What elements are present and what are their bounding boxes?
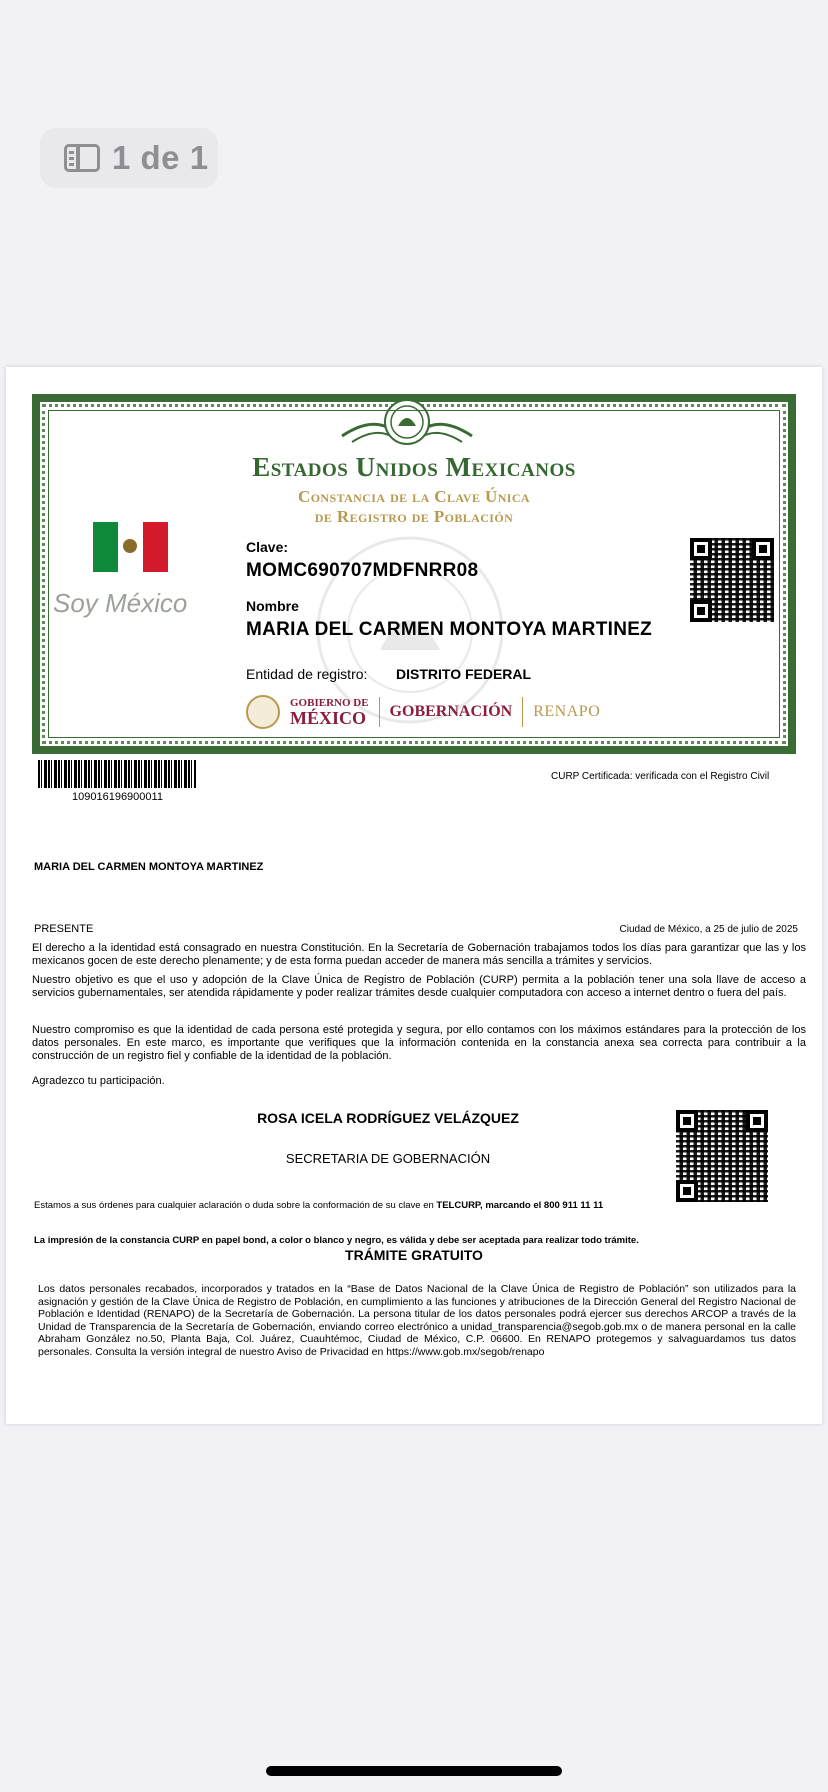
letter-addressee: MARIA DEL CARMEN MONTOYA MARTINEZ bbox=[34, 861, 264, 873]
privacy-notice: Los datos personales recabados, incorporados y tratados en la “Base de Datos Nacional de la Clave Única de Registro de Población” son utilizados para la asignación y gestión de la Clave Única de Registro de Población, en cumplimiento a las funciones y atribuciones de la Dirección General del Registro Nacional de Población e Identidad (RENAPO) de la Secretaría de Gobernación. La persona titular de los datos personales podrá ejercer sus derechos ARCOP a través de la Unidad de Transparencia de la Secretaría de Gobernación, enviando correo electrónico a unidad_transparencia@segob.gob.mx o de manera personal en la calle Abraham González no.50, Planta Baja, Col. Juárez, Cuauhtémoc, Ciudad de México, C.P. 06600. En RENAPO protegemos y salvaguardamos tus datos personales. Consulta la versión integral de nuestro Aviso de Privacidad en https://www.gob.mx/segob/renapo bbox=[38, 1283, 796, 1358]
telcurp-phone: TELCURP, marcando el 800 911 11 11 bbox=[436, 1200, 604, 1211]
curp-certificada-note: CURP Certificada: verificada con el Registro Civil bbox=[551, 771, 770, 782]
signature-qr-code bbox=[676, 1110, 768, 1202]
signer-role: SECRETARIA DE GOBERNACIÓN bbox=[285, 1151, 491, 1166]
entidad-label: Entidad de registro: bbox=[246, 666, 368, 682]
certificate-title: Estados Unidos Mexicanos bbox=[252, 452, 576, 482]
letter-paragraph: El derecho a la identidad está consagrado en nuestra Constitución. En la Secretaría de Gobernación trabajamos todos los días para garantizar que las y los mexicanos gocen de este derecho plenamente; y de esta forma puedan acceder de manera más sencilla a trámites y servicios. bbox=[32, 942, 806, 967]
gobernacion-logo: GOBERNACIÓN bbox=[389, 703, 513, 720]
print-validity-note: La impresión de la constancia CURP en papel bond, a color o blanco y negro, es válida y debe ser aceptada para realizar todo trámite. bbox=[34, 1235, 639, 1246]
nombre-label: Nombre bbox=[246, 598, 299, 614]
nombre-value: MARIA DEL CARMEN MONTOYA MARTINEZ bbox=[246, 619, 653, 640]
letter-paragraph: Nuestro compromiso es que la identidad de cada persona esté protegida y segura, por ello contamos con los máximos estándares para la protección de los datos personales. En este marco, es importante que verifiques que la información contenida en la constancia anexa sea correcta para contribuir a la construcción de un registro fiel y confiable de la identidad de la población. bbox=[32, 1024, 806, 1062]
signer-name: ROSA ICELA RODRÍGUEZ VELÁZQUEZ bbox=[257, 1110, 519, 1126]
letter-closing: Agradezco tu participación. bbox=[32, 1075, 165, 1087]
document-page bbox=[6, 367, 822, 1424]
certificate-subtitle-1: Constancia de la Clave Única bbox=[298, 487, 530, 506]
letter-date: Ciudad de México, a 25 de julio de 2025 bbox=[619, 924, 798, 935]
certificate-qr-code bbox=[690, 538, 774, 622]
letter-paragraph: Nuestro objetivo es que el uso y adopción de la Clave Única de Registro de Población (CURP) permita a la población tener una sola llave de acceso a servicios gubernamentales, ser atendida rápidamente y poder realizar trámites desde cualquier computadora con acceso a internet dentro o fuera del país. bbox=[32, 974, 806, 999]
logo-divider bbox=[522, 697, 523, 727]
tramite-gratuito-heading: TRÁMITE GRATUITO bbox=[345, 1247, 483, 1263]
clave-value: MOMC690707MDFNRR08 bbox=[246, 560, 479, 581]
national-emblem-icon bbox=[332, 396, 482, 450]
barcode-number: 109016196900011 bbox=[72, 791, 163, 803]
letter-presente: PRESENTE bbox=[34, 923, 94, 935]
barcode bbox=[38, 760, 196, 788]
sidebar-icon bbox=[64, 144, 100, 172]
logo-divider bbox=[379, 697, 380, 727]
renapo-logo: RENAPO bbox=[533, 703, 601, 720]
government-logos bbox=[246, 694, 600, 730]
soy-mexico-slogan: Soy México bbox=[53, 588, 188, 618]
mexico-flag-icon bbox=[93, 522, 168, 572]
contact-note: Estamos a sus órdenes para cualquier aclaración o duda sobre la conformación de su clave en TELCURP, marcando el 800 911 11 11 bbox=[34, 1200, 604, 1211]
certificate-subtitle-2: de Registro de Población bbox=[314, 507, 514, 526]
page-indicator-button[interactable] bbox=[40, 128, 218, 188]
page-indicator-label: 1 de 1 bbox=[112, 139, 209, 176]
clave-label: Clave: bbox=[246, 539, 289, 555]
watermark-seal-icon bbox=[310, 530, 510, 730]
curp-certificate bbox=[32, 394, 796, 754]
gobierno-de-mexico-logo: GOBIERNO DE MÉXICO bbox=[290, 696, 369, 728]
gobierno-seal-icon bbox=[246, 695, 280, 729]
home-indicator[interactable] bbox=[266, 1766, 562, 1776]
entidad-value: DISTRITO FEDERAL bbox=[396, 666, 532, 682]
